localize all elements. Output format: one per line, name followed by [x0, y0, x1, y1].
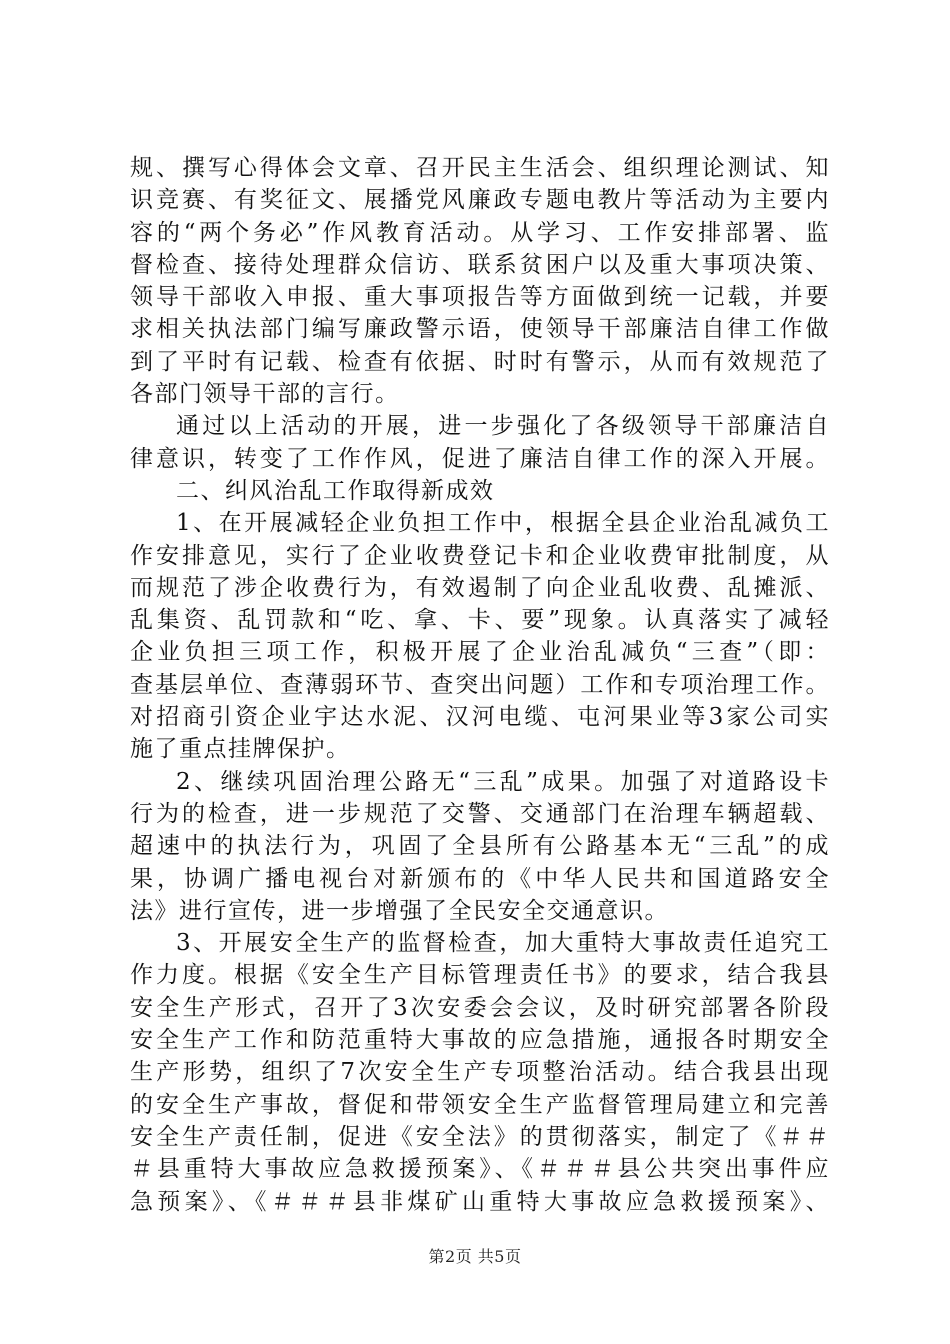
text-line: 律意识，转变了工作作风，促进了廉洁自律工作的深入开展。: [130, 445, 830, 472]
text-line: 容的“两个务必”作风教育活动。从学习、工作安排部署、监: [130, 219, 830, 246]
text-line: 求相关执法部门编写廉政警示语，使领导干部廉洁自律工作做: [130, 316, 830, 343]
text-line: 1、在开展减轻企业负担工作中，根据全县企业治乱减负工: [176, 510, 830, 537]
text-line: 作力度。根据《安全生产目标管理责任书》的要求，结合我县: [130, 962, 830, 989]
text-line: 督检查、接待处理群众信访、联系贫困户以及重大事项决策、: [130, 251, 830, 278]
text-line: 3、开展安全生产的监督检查，加大重特大事故责任追究工: [176, 930, 830, 957]
text-line: 安全生产工作和防范重特大事故的应急措施，通报各时期安全: [130, 1027, 830, 1054]
text-line: 急预案》、《＃＃＃县非煤矿山重特大事故应急救援预案》、: [130, 1188, 830, 1215]
text-line: 安全生产责任制，促进《安全法》的贯彻落实，制定了《＃＃: [130, 1123, 830, 1150]
page-number-footer: 第2页 共5页: [428, 1247, 522, 1266]
document-body: [130, 152, 830, 1218]
text-line: 超速中的执法行为，巩固了全县所有公路基本无“三乱”的成: [130, 833, 830, 860]
text-line: 乱集资、乱罚款和“吃、拿、卡、要”现象。认真落实了减轻: [130, 607, 830, 634]
text-line: 各部门领导干部的言行。: [130, 381, 400, 408]
text-line: 到了平时有记载、检查有依据、时时有警示，从而有效规范了: [130, 348, 830, 375]
text-line: 通过以上活动的开展，进一步强化了各级领导干部廉洁自: [176, 413, 830, 440]
text-line: 规、撰写心得体会文章、召开民主生活会、组织理论测试、知: [130, 155, 830, 181]
text-line: ＃县重特大事故应急救援预案》、《＃＃＃县公共突出事件应: [130, 1156, 830, 1183]
text-line: 安全生产形式，召开了3次安委会会议，及时研究部署各阶段: [130, 994, 830, 1021]
text-line: 二、纠风治乱工作取得新成效: [176, 477, 495, 504]
text-line: 对招商引资企业宇达水泥、汉河电缆、屯河果业等3家公司实: [130, 704, 830, 731]
text-line: 行为的检查，进一步规范了交警、交通部门在治理车辆超载、: [130, 800, 830, 827]
text-line: 果，协调广播电视台对新颁布的《中华人民共和国道路安全: [130, 865, 830, 892]
text-line: 查基层单位、查薄弱环节、查突出问题）工作和专项治理工作。: [130, 671, 830, 698]
text-line: 的安全生产事故，督促和带领安全生产监督管理局建立和完善: [130, 1091, 830, 1118]
text-line: 识竞赛、有奖征文、展播党风廉政专题电教片等活动为主要内: [130, 187, 830, 214]
text-line: 领导干部收入申报、重大事项报告等方面做到统一记载，并要: [130, 284, 830, 311]
text-line: 2、继续巩固治理公路无“三乱”成果。加强了对道路设卡: [176, 768, 830, 795]
text-line: 生产形势，组织了7次安全生产专项整治活动。结合我县出现: [130, 1059, 830, 1086]
text-line: 作安排意见，实行了企业收费登记卡和企业收费审批制度，从: [130, 542, 830, 569]
text-line: 施了重点挂牌保护。: [130, 736, 351, 763]
text-line: 企业负担三项工作，积极开展了企业治乱减负“三查”（即：: [130, 639, 830, 666]
text-line: 法》进行宣传，进一步增强了全民安全交通意识。: [130, 897, 669, 924]
text-line: 而规范了涉企收费行为，有效遏制了向企业乱收费、乱摊派、: [130, 574, 830, 601]
